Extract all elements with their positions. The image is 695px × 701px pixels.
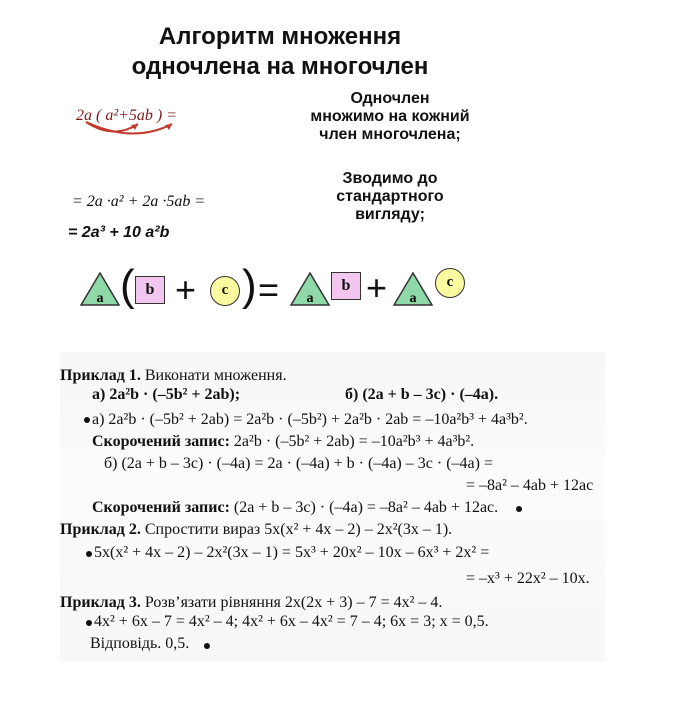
- bullet-dot: [204, 643, 210, 649]
- triangle-a-mid: [290, 272, 330, 306]
- example-2-header: [60, 520, 452, 539]
- example-1b-solution: б) (2a + b – 3c) · (–4a) = 2a · (–4a) + b · (–4a) – 3c · (–4a) =: [104, 455, 493, 472]
- step2-expression: = 2a ·a² + 2a ·5ab =: [72, 193, 206, 210]
- circle-c-left: c: [210, 276, 240, 306]
- short-label-1: Скорочений запис:: [92, 433, 230, 450]
- plus-op-1: +: [175, 269, 197, 310]
- title-line-2: одночлена на многочлен: [131, 53, 429, 80]
- example-2-task: Спростити вираз 5x(x² + 4x – 2) – 2x²(3x – 1).: [144, 521, 453, 538]
- triangle-a-mid-label: a: [306, 291, 314, 306]
- example-1a-task: а) 2a²b · (–5b² + 2ab);: [92, 386, 241, 403]
- example-3-answer: Відповідь. 0,5.: [90, 635, 190, 652]
- example-1a-solution: а) 2a²b · (–5b² + 2ab) = 2a²b · (–5b²) + 2a²b · 2ab = –10a²b³ + 4a³b².: [92, 411, 528, 428]
- rule-1-line-2: множимо на кожний: [310, 108, 470, 125]
- bullet-dot: [86, 620, 92, 626]
- rule-1: [290, 90, 490, 144]
- example-2-solution: 5x(x² + 4x – 2) – 2x²(3x – 1) = 5x³ + 20x² – 10x – 6x³ + 2x² =: [94, 544, 490, 561]
- example-2-label: Приклад 2.: [60, 521, 141, 538]
- box-b-left: b: [135, 276, 165, 304]
- example-3-header: [60, 593, 442, 612]
- rule-2-line-2: стандартного: [336, 188, 444, 205]
- rule-1-line-3: член многочлена;: [319, 126, 461, 143]
- circle-c-right: c: [435, 268, 465, 298]
- example-1-short-2: [92, 498, 498, 517]
- rule-2-line-3: вигляду;: [355, 206, 425, 223]
- rule-2: [310, 170, 470, 224]
- triangle-a-right: [393, 272, 433, 306]
- box-b-right: b: [331, 272, 361, 300]
- triangle-a-right-label: a: [409, 291, 417, 306]
- triangle-a-left: [80, 272, 120, 306]
- bullet-dot: [84, 417, 90, 423]
- rule-2-line-1: Зводимо до: [342, 170, 438, 187]
- example-1b-solution-2: = –8a² – 4ab + 12ac: [466, 477, 594, 494]
- example-1-label: Приклад 1.: [60, 367, 141, 384]
- open-paren: (: [120, 261, 135, 310]
- short-expr-2: (2a + b – 3c) · (–4a) = –8a² – 4ab + 12ac.: [233, 499, 499, 516]
- title-line-1: Алгоритм множення: [158, 23, 402, 50]
- triangle-a-left-label: a: [96, 291, 104, 306]
- example-1-task: Виконати множення.: [144, 367, 287, 384]
- bullet-dot: [516, 506, 522, 512]
- close-paren: ): [242, 261, 257, 310]
- example-3-task: Розв’язати рівняння 2x(2x + 3) – 7 = 4x² – 4.: [144, 594, 443, 611]
- page-title: [0, 22, 560, 82]
- bullet-dot: [86, 551, 92, 557]
- plus-op-2: +: [366, 267, 388, 308]
- example-2-solution-2: = –x³ + 22x² – 10x.: [466, 570, 590, 587]
- shape-equation: [80, 261, 480, 318]
- result-expression: = 2a³ + 10 a²b: [68, 224, 170, 241]
- equals-op: =: [258, 269, 280, 310]
- example-3-label: Приклад 3.: [60, 594, 141, 611]
- example-1-header: [60, 366, 287, 385]
- step1-expression: 2a ( a²+5ab ) =: [76, 107, 178, 124]
- example-3-solution: 4x² + 6x – 7 = 4x² – 4; 4x² + 6x – 4x² = 7 – 4; 6x = 3; x = 0,5.: [94, 613, 489, 630]
- short-label-2: Скорочений запис:: [92, 499, 230, 516]
- example-1-short-1: [92, 432, 474, 451]
- multiply-arrows: [78, 118, 178, 140]
- example-1b-task: б) (2a + b – 3c) · (–4a).: [345, 386, 499, 403]
- rule-1-line-1: Одночлен: [350, 90, 430, 107]
- short-expr-1: 2a²b · (–5b² + 2ab) = –10a²b³ + 4a³b².: [233, 433, 475, 450]
